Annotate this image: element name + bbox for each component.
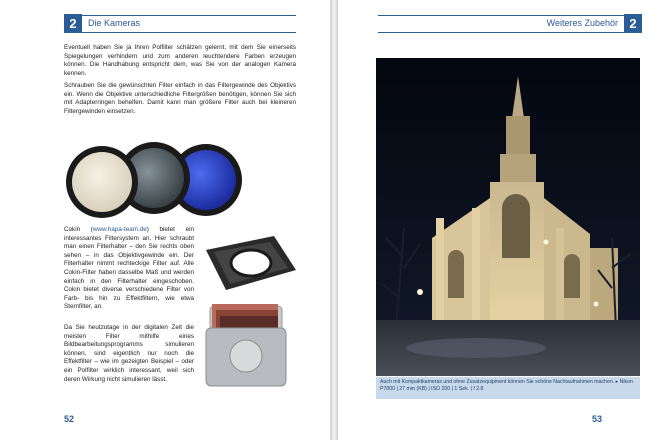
paragraph-polfilter: Eventuell haben Sie ja Ihren Polfilter schätzen gelernt, mit dem Sie einerseits Spiegelungen verhindern und zum anderen leuchtendere Farben erzeugen können. Die Handhabung entspricht dem, was Sie von der analogen Kamera kennen. bbox=[64, 44, 296, 77]
right-page bbox=[338, 0, 668, 440]
right-chapter-header bbox=[378, 14, 642, 32]
left-page bbox=[0, 0, 330, 440]
left-chapter-header bbox=[64, 14, 296, 32]
paragraph-digital: Da Sie heutzutage in der digitalen Zeit die meisten Filter mithilfe eines Bildbearbeitungsprogramms simulieren können, sind eigentlich nur noch die Effektfilter – wie im gezeigten Beispiel – oder ein Polfilter wirklich interessant, weil sich deren Wirkung nicht simulieren lässt. bbox=[64, 324, 194, 383]
photo-caption: Auch mit Kompaktkameras und ohne Zusatzequipment können Sie schöne Nachtaufnahmen machen. ▸ Nikon P7000 | 27 mm (KB) | ISO 200 | 1 Sek. | f 2.8 bbox=[376, 377, 640, 399]
screw-filters-image bbox=[64, 142, 242, 220]
paragraph-cokin-intro: Cokin ( bbox=[64, 226, 93, 233]
night-church-photo bbox=[376, 58, 640, 376]
hapa-team-link[interactable]: www.hapa-team.de bbox=[92, 226, 147, 233]
chapter-title: Weiteres Zubehör bbox=[546, 18, 618, 28]
chapter-number-badge: 2 bbox=[64, 14, 82, 32]
cokin-filter-box-image bbox=[200, 300, 300, 390]
book-gutter bbox=[330, 0, 338, 440]
page-number-right: 53 bbox=[592, 414, 603, 424]
filter-holder-image bbox=[200, 230, 300, 300]
paragraph-cokin-text: ) bietet ein interessantes Filtersystem an. Hier schraubt man einen Filterhalter – den Sie rechts oben sehen – in das Objektivgewinde ein. Der Filterhalter nimmt rechteckige Filter auf. Alle Cokin-Filter haben dasselbe Maß und werden einfach in den Filterhalter eingeschoben. Cokin bietet diverse verschiedene Filter von Farb- bis hin zu Effektfiltern, wie etwa Sternfilter, an. bbox=[64, 226, 194, 311]
chapter-number-badge: 2 bbox=[624, 14, 642, 32]
paragraph-filtergewinde: Schrauben Sie die gewünschten Filter einfach in das Filtergewinde des Objektivs ein. Wenn die Objektive unterschiedliche Filtergrößen benötigen, können Sie sich mit Adapterringen behelfen. Damit kann man größere Filter auch bei kleineren Filtergewinden einsetzen. bbox=[64, 82, 296, 115]
paragraph-cokin bbox=[64, 226, 194, 312]
page-number-left: 52 bbox=[64, 414, 75, 424]
chapter-title: Die Kameras bbox=[88, 18, 141, 28]
